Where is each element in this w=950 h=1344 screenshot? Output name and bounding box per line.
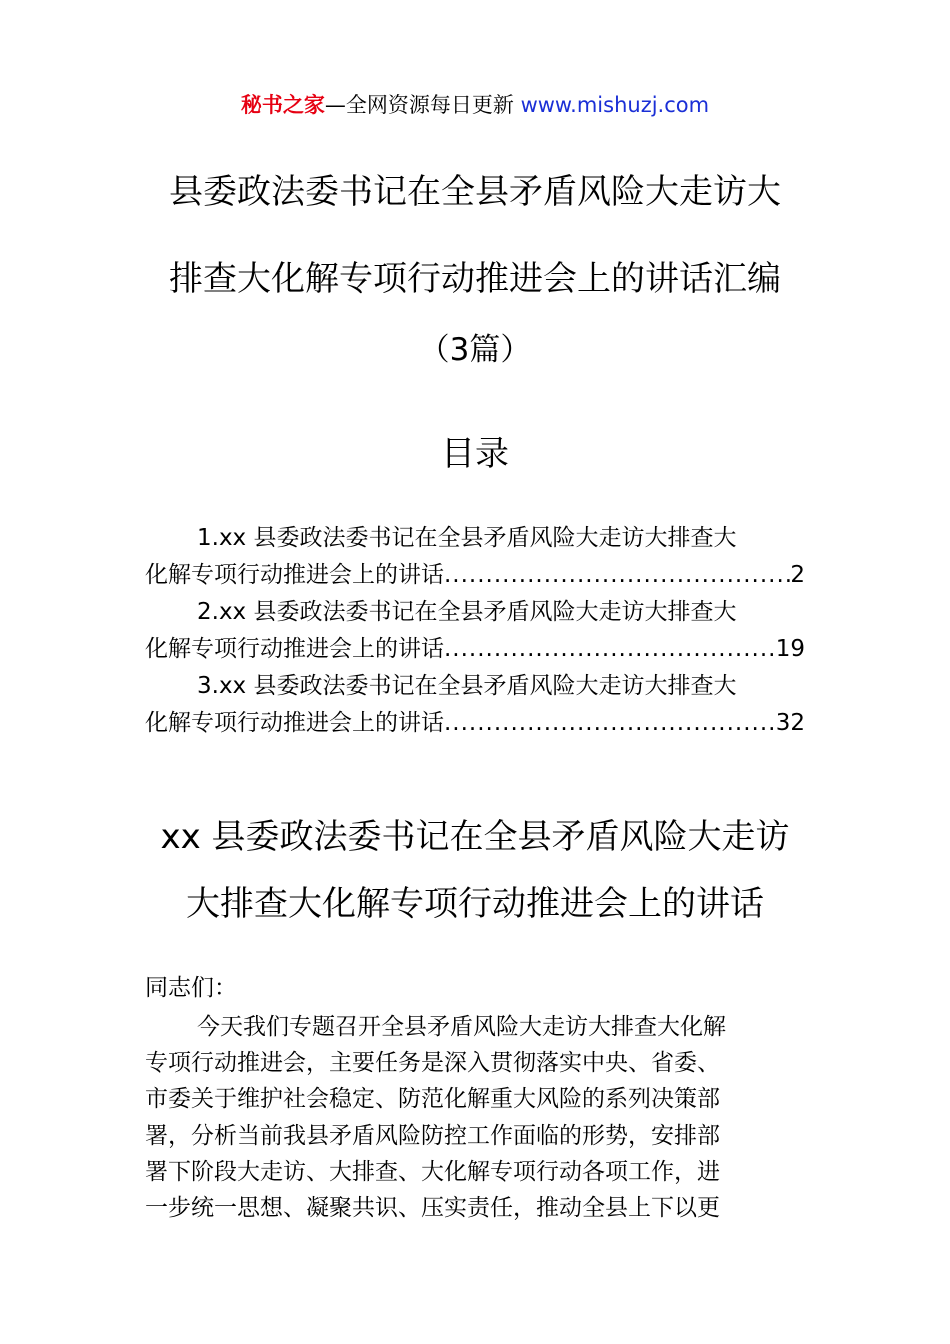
site-header [0, 88, 950, 122]
paragraph-line: 署，分析当前我县矛盾风险防控工作面临的形势，安排部 [145, 1122, 720, 1149]
toc-entry-title-3: 3.xx 县委政法委书记在全县矛盾风险大走访大排查大 [197, 673, 737, 699]
greeting: 同志们： [145, 975, 237, 1001]
toc-entry-title-2: 2.xx 县委政法委书记在全县矛盾风险大走访大排查大 [197, 599, 737, 625]
doc-title-line-2: 排查大化解专项行动推进会上的讲话汇编 [169, 259, 781, 299]
toc-entry-1[interactable] [145, 520, 805, 594]
paragraph-line: 市委关于维护社会稳定、防范化解重大风险的系列决策部 [145, 1086, 720, 1113]
paragraph-line: 一步统一思想、凝聚共识、压实责任，推动全县上下以更 [145, 1195, 720, 1222]
doc-title-line-3: （3篇） [418, 332, 532, 368]
paragraph-line: 专项行动推进会，主要任务是深入贯彻落实中央、省委、 [145, 1050, 720, 1077]
toc-entry-3[interactable] [145, 668, 805, 742]
paragraph-line: 今天我们专题召开全县矛盾风险大走访大排查大化解 [197, 1014, 726, 1040]
body-paragraph [145, 1009, 805, 1226]
toc-leader-dots [444, 705, 776, 742]
doc-title-line-1: 县委政法委书记在全县矛盾风险大走访大 [169, 172, 781, 212]
toc-entry-title-cont-2: 化解专项行动推进会上的讲话 [145, 636, 444, 662]
toc-page-number-1: 2 [790, 562, 805, 588]
toc-page-number-3: 32 [775, 710, 805, 736]
paragraph-line: 署下阶段大走访、大排查、大化解专项行动各项工作，进 [145, 1158, 720, 1185]
toc-entry-title-cont-1: 化解专项行动推进会上的讲话 [145, 562, 444, 588]
toc-leader-dots [444, 557, 790, 594]
site-url-link[interactable]: www.mishuzj.com [520, 93, 710, 117]
toc-page-number-2: 19 [775, 636, 805, 662]
header-slogan: —全网资源每日更新 [324, 93, 514, 117]
toc-heading: 目录 [441, 434, 509, 474]
table-of-contents [145, 520, 805, 742]
toc-entry-2[interactable] [145, 594, 805, 668]
brand-name: 秘书之家 [240, 93, 325, 117]
section-title-line-2: 大排查大化解专项行动推进会上的讲话 [186, 884, 764, 924]
section-title-line-1: xx 县委政法委书记在全县矛盾风险大走访 [160, 817, 790, 857]
toc-leader-dots [444, 631, 776, 668]
toc-entry-title-cont-3: 化解专项行动推进会上的讲话 [145, 710, 444, 736]
toc-entry-title-1: 1.xx 县委政法委书记在全县矛盾风险大走访大排查大 [197, 525, 737, 551]
